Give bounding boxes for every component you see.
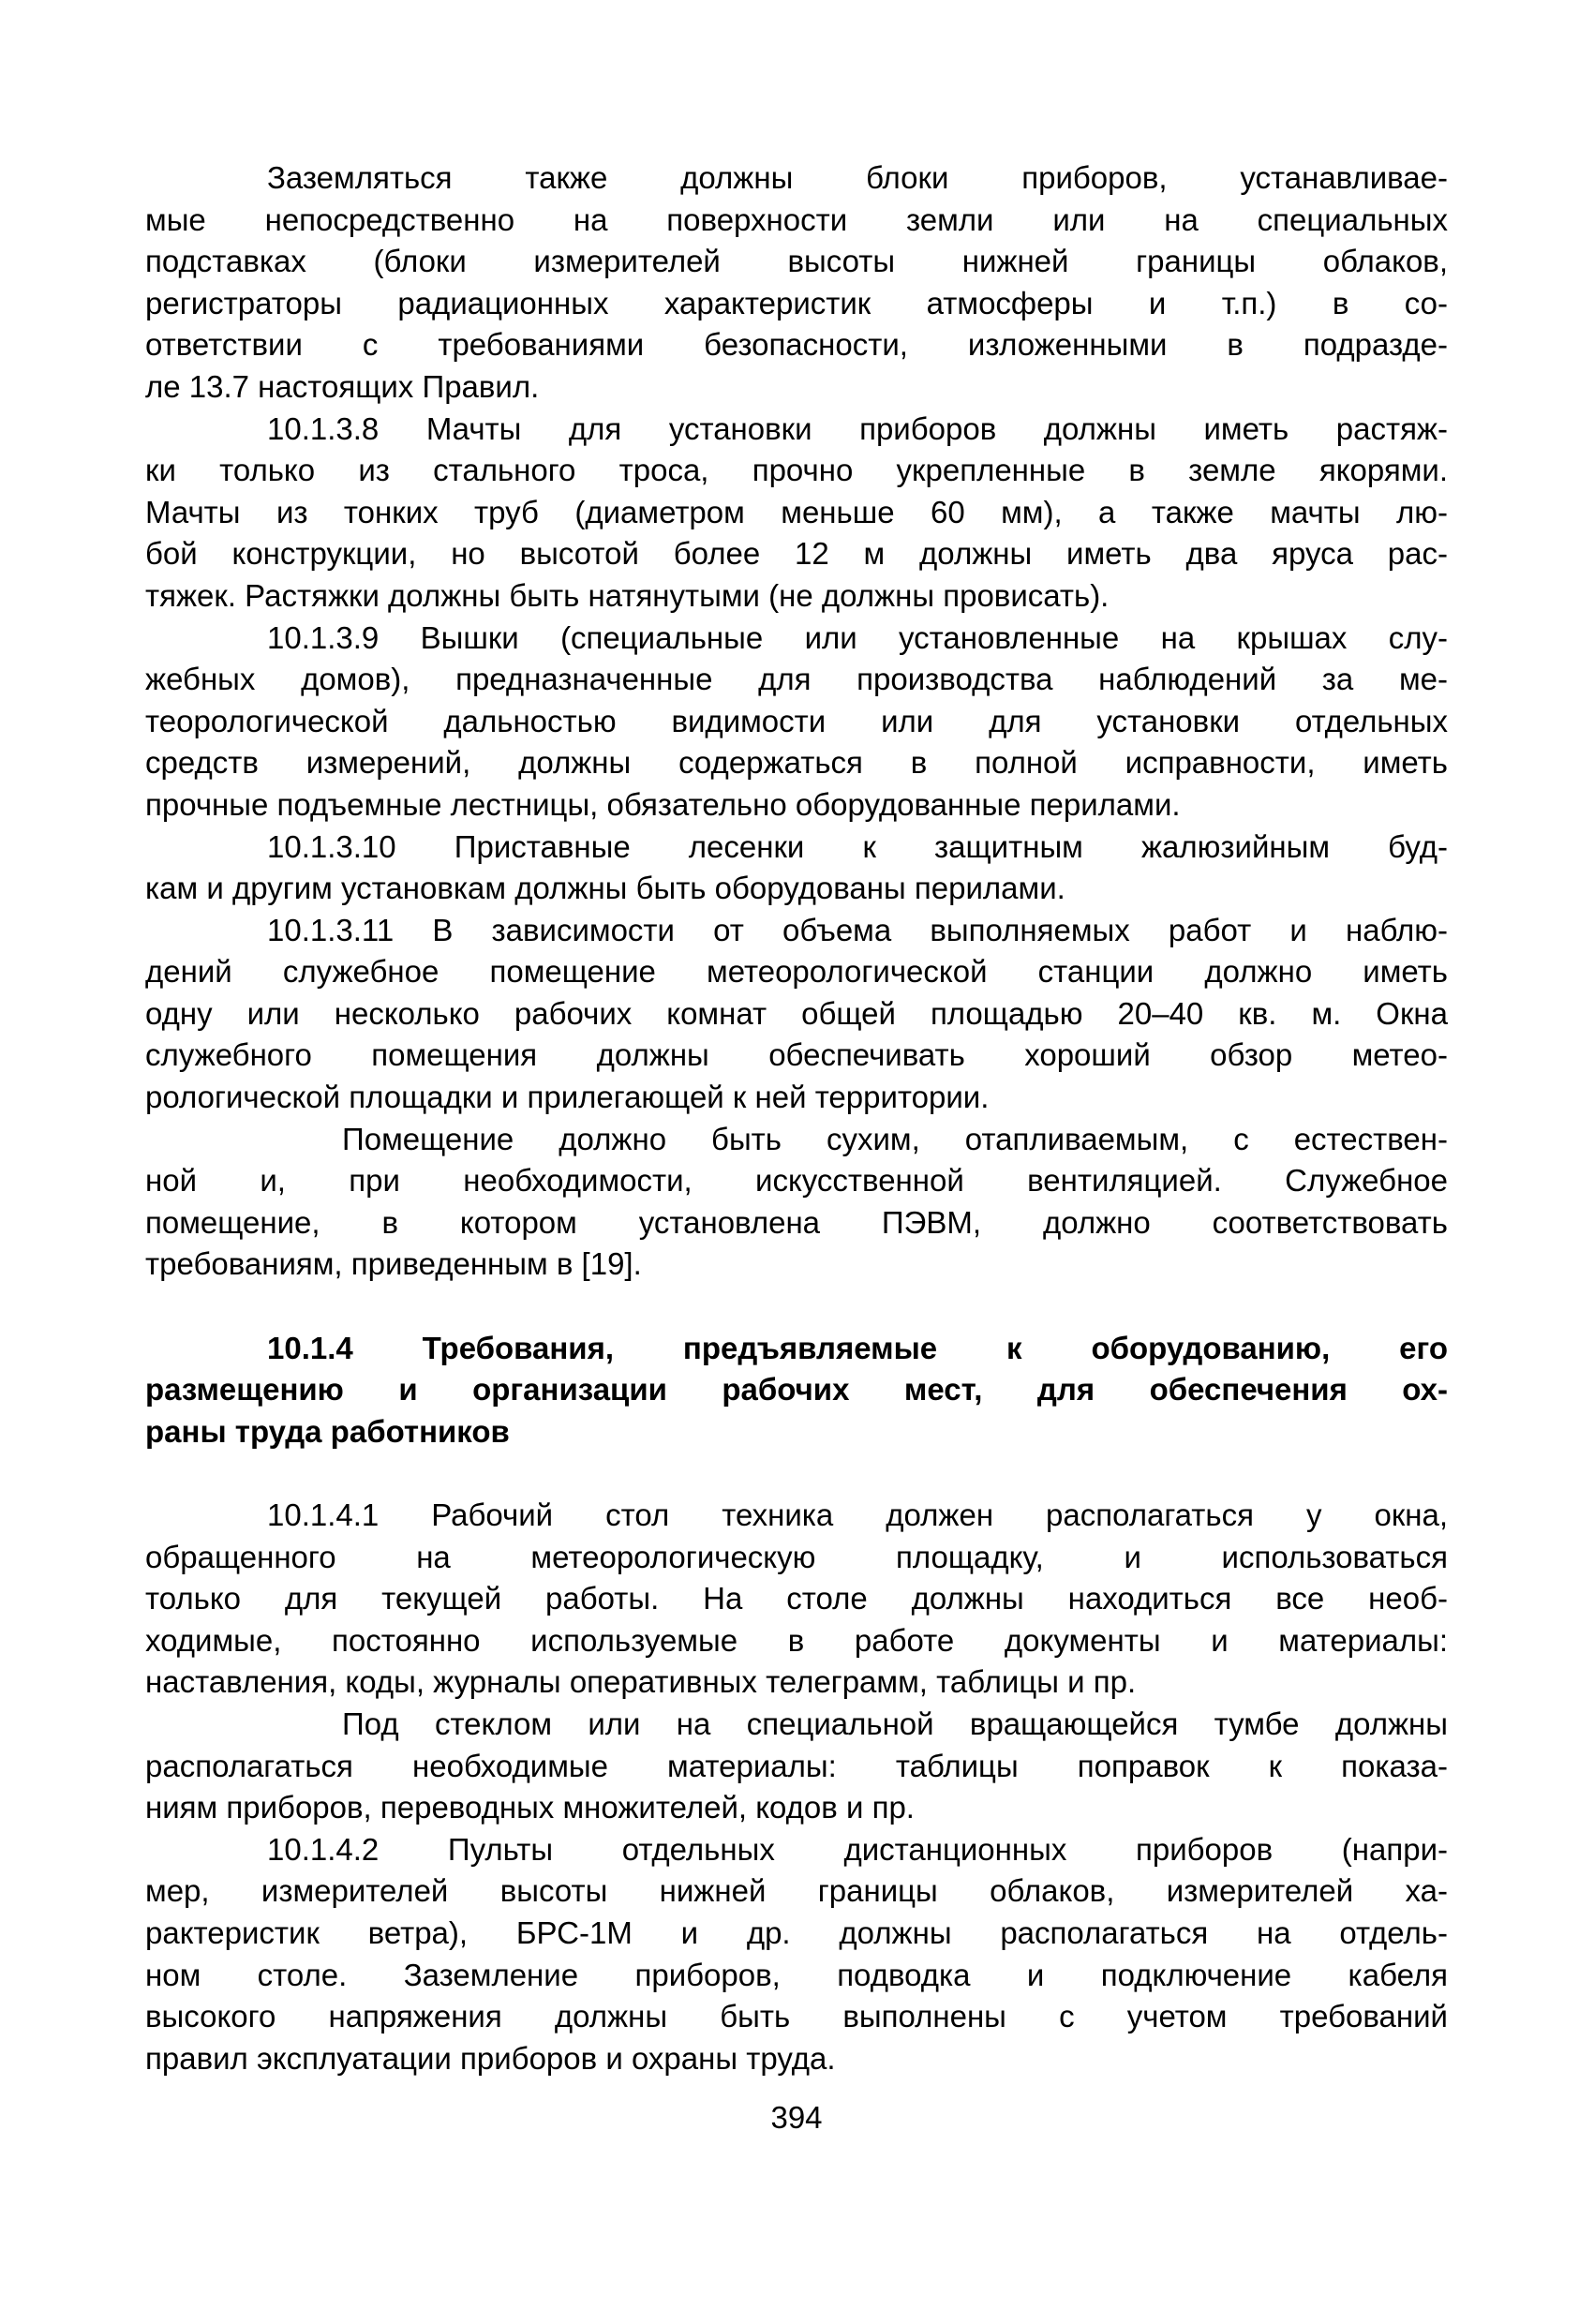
text-line: подставках (блоки измерителей высоты нижней границы облаков,: [145, 244, 1448, 279]
text-line: располагаться необходимые материалы: таблицы поправок к показа-: [145, 1748, 1448, 1783]
text-line: только для текущей работы. На столе должны находиться все необ-: [145, 1581, 1448, 1616]
text-line: 10.1.3.8 Мачты для установки приборов должны иметь растяж-: [267, 410, 1448, 446]
text-line: Под стеклом или на специальной вращающейся тумбе должны: [342, 1706, 1448, 1741]
text-line: ки только из стального троса, прочно укрепленные в земле якорями.: [145, 453, 1448, 488]
text-line: мые непосредственно на поверхности земли или на специальных: [145, 201, 1448, 237]
text-line: ниям приборов, переводных множителей, кодов и пр.: [145, 1790, 915, 1825]
page-number: 394: [770, 2100, 823, 2135]
text-line: обращенного на метеорологическую площадку, и использоваться: [145, 1539, 1448, 1574]
text-line: Заземляться также должны блоки приборов, устанавливае-: [267, 160, 1448, 195]
text-line: теорологической дальностью видимости или для установки отдельных: [145, 703, 1448, 738]
paragraph: [145, 618, 1448, 827]
text-line: Мачты из тонких труб (диаметром меньше 60 мм), а также мачты лю-: [145, 494, 1448, 529]
text-line: требованиям, приведенным в [19].: [145, 1246, 642, 1282]
text-line: высокого напряжения должны быть выполнены с учетом требований: [145, 1999, 1448, 2034]
text-line: 10.1.4 Требования, предъявляемые к оборудованию, его: [267, 1330, 1448, 1365]
text-line: жебных домов), предназначенные для производства наблюдений за ме-: [145, 662, 1448, 697]
text-line: ходимые, постоянно используемые в работе документы и материалы:: [145, 1622, 1448, 1658]
text-line: служебного помещения должны обеспечивать хороший обзор метео-: [145, 1037, 1448, 1073]
text-line: прочные подъемные лестницы, обязательно оборудованные перилами.: [145, 786, 1181, 822]
paragraph: [145, 1829, 1448, 2080]
paragraph: [145, 409, 1448, 618]
section-heading: [145, 1328, 1448, 1453]
text-line: дений служебное помещение метеорологической станции должно иметь: [145, 954, 1448, 990]
paragraph: [145, 1704, 1448, 1829]
text-line: кам и другим установкам должны быть оборудованы перилами.: [145, 871, 1065, 906]
paragraph: [145, 157, 1448, 409]
text-line: 10.1.3.10 Приставные лесенки к защитным жалюзийным буд-: [267, 828, 1448, 864]
text-line: тяжек. Растяжки должны быть натянутыми (не должны провисать).: [145, 577, 1110, 613]
text-line: 10.1.4.2 Пульты отдельных дистанционных приборов (напри-: [267, 1831, 1448, 1867]
text-line: помещение, в котором установлена ПЭВМ, должно соответствовать: [145, 1204, 1448, 1240]
text-line: 10.1.4.1 Рабочий стол техника должен располагаться у окна,: [267, 1497, 1448, 1532]
text-line: размещению и организации рабочих мест, для обеспечения ох-: [145, 1372, 1448, 1408]
text-line: правил эксплуатации приборов и охраны труда.: [145, 2040, 836, 2076]
paragraph: [145, 910, 1448, 1119]
text-line: средств измерений, должны содержаться в полной исправности, иметь: [145, 745, 1448, 781]
text-line: ном столе. Заземление приборов, подводка и подключение кабеля: [145, 1957, 1448, 1992]
text-line: ответствии с требованиями безопасности, изложенными в подразде-: [145, 327, 1448, 363]
text-line: 10.1.3.11 В зависимости от объема выполняемых работ и наблю-: [267, 912, 1448, 947]
text-line: регистраторы радиационных характеристик атмосферы и т.п.) в со-: [145, 285, 1448, 320]
text-line: мер, измерителей высоты нижней границы облаков, измерителей ха-: [145, 1873, 1448, 1909]
text-line: ле 13.7 настоящих Правил.: [145, 368, 540, 404]
paragraph: [145, 827, 1448, 910]
text-line: рактеристик ветра), БРС-1М и др. должны располагаться на отдель-: [145, 1914, 1448, 1950]
text-line: Помещение должно быть сухим, отапливаемым, с естествен-: [342, 1121, 1448, 1156]
text-line: наставления, коды, журналы оперативных телеграмм, таблицы и пр.: [145, 1664, 1137, 1700]
text-line: бой конструкции, но высотой более 12 м должны иметь два яруса рас-: [145, 536, 1448, 572]
text-line: рологической площадки и прилегающей к ней территории.: [145, 1080, 990, 1115]
text-line: одну или несколько рабочих комнат общей площадью 20–40 кв. м. Окна: [145, 995, 1448, 1031]
text-line: раны труда работников: [145, 1413, 510, 1449]
paragraph: [145, 1495, 1448, 1704]
paragraph: [145, 1119, 1448, 1286]
text-line: ной и, при необходимости, искусственной вентиляцией. Служебное: [145, 1163, 1448, 1199]
text-line: 10.1.3.9 Вышки (специальные или установленные на крышах слу-: [267, 619, 1448, 655]
text-column: [145, 157, 1448, 2079]
